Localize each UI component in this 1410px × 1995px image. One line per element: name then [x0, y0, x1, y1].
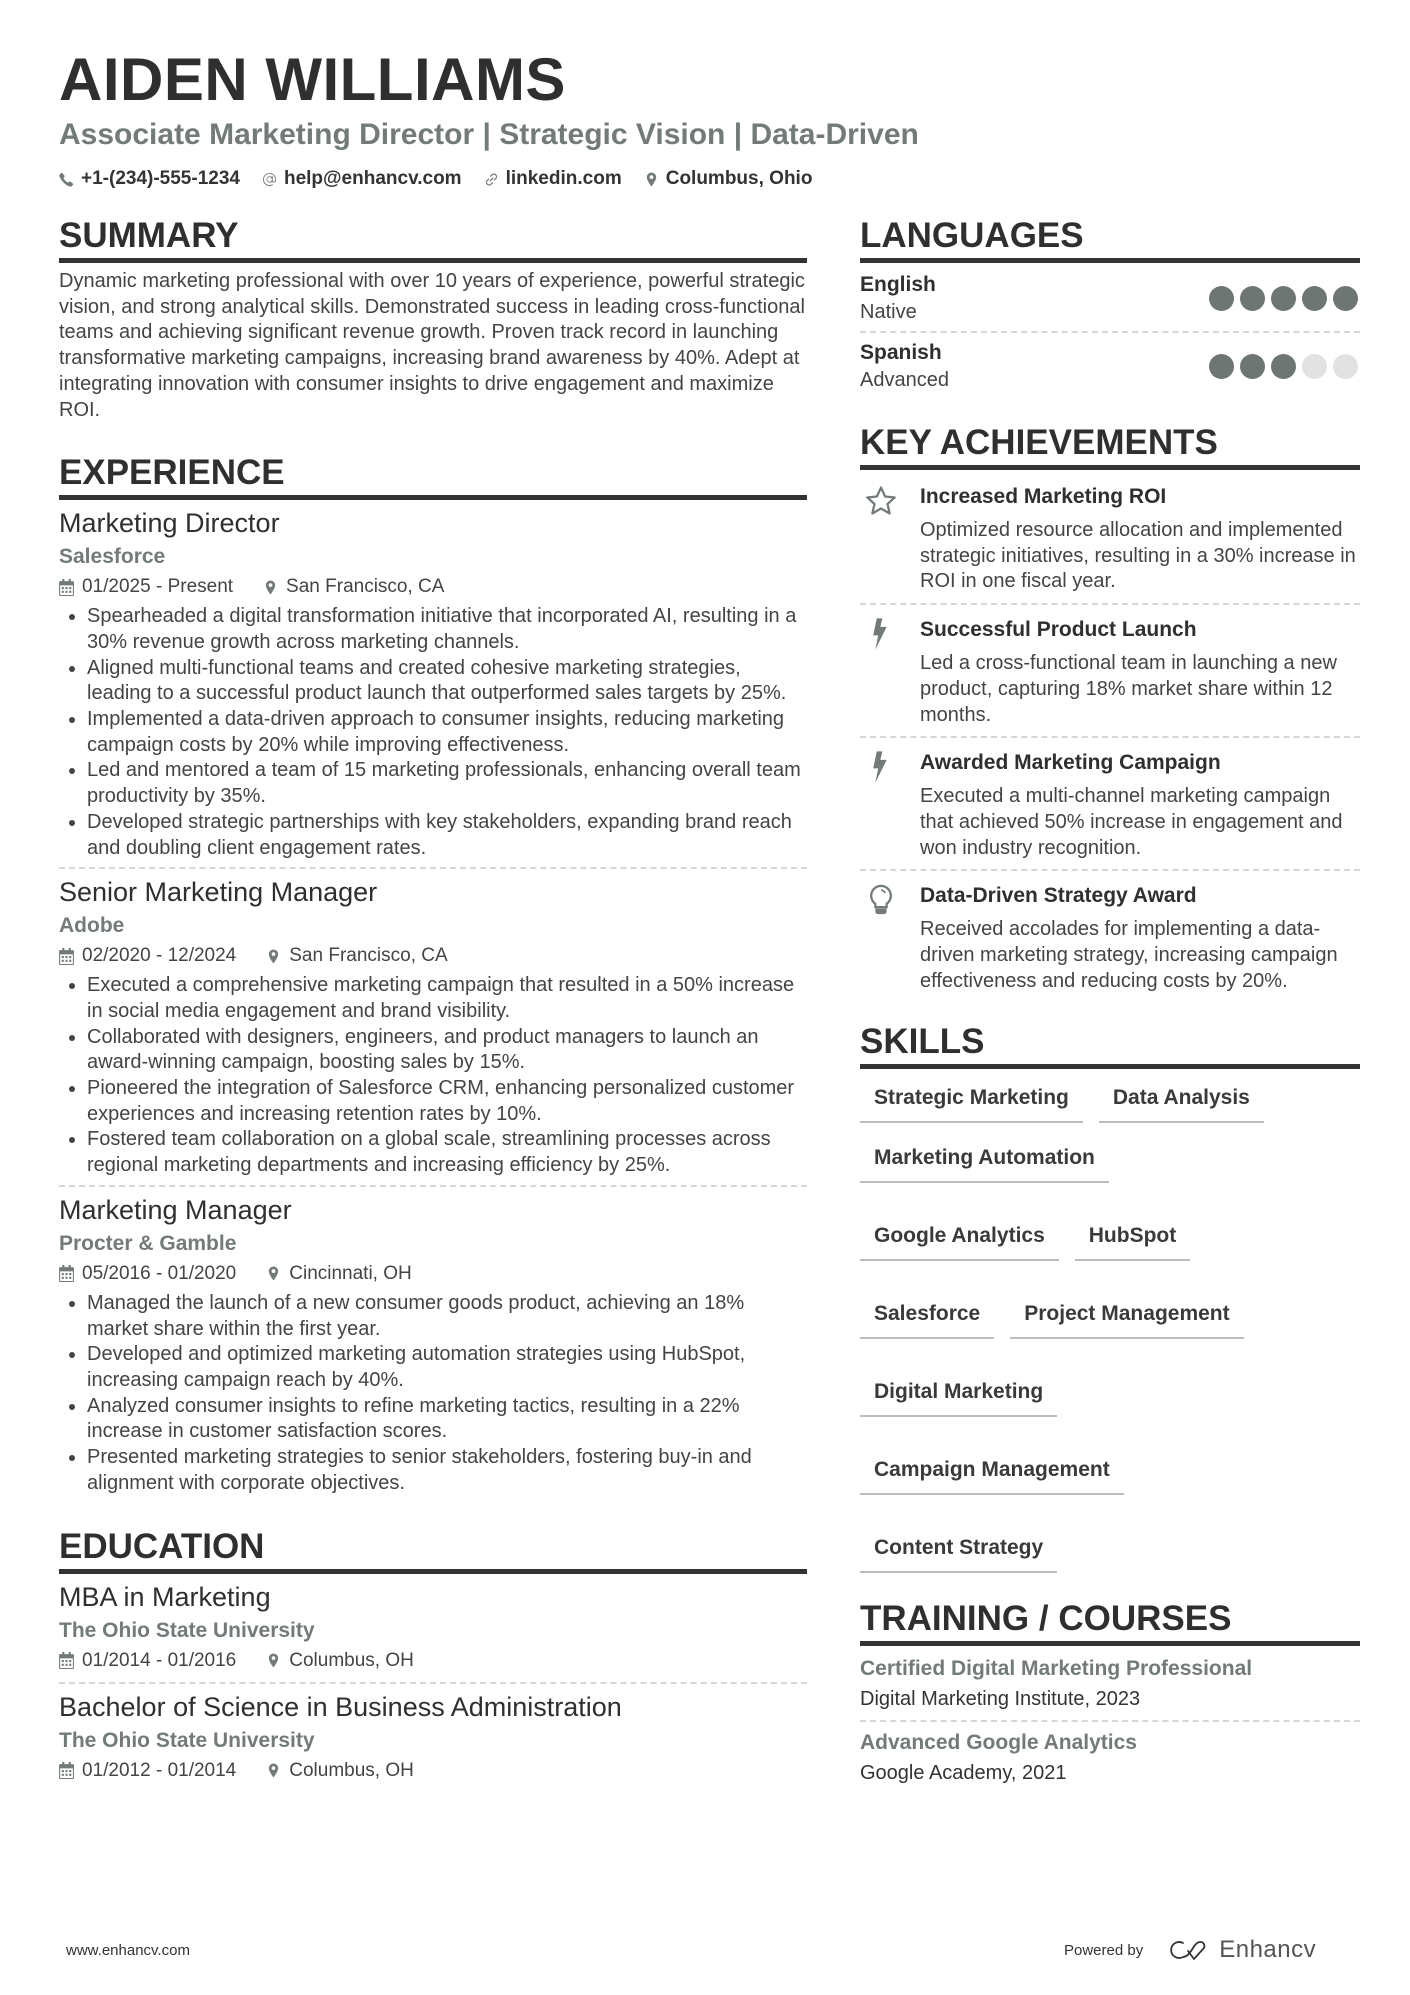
phone-icon [59, 172, 74, 187]
skills-heading: SKILLS [860, 1020, 1360, 1069]
language-item [860, 331, 1360, 399]
skill-tag: Salesforce [860, 1297, 994, 1339]
skill-tag: Content Strategy [860, 1531, 1057, 1573]
bullet-item: Analyzed consumer insights to refine marketing tactics, resulting in a 22% increase in customer satisfaction scores. [59, 1394, 807, 1445]
achievement-item [860, 869, 1360, 1002]
bullet-item: Executed a comprehensive marketing campaign that resulted in a 50% increase in social media engagement and brand visibility. [59, 973, 807, 1024]
experience-entry [59, 1185, 807, 1503]
experience-heading: EXPERIENCE [59, 451, 807, 500]
entry-location [266, 1646, 414, 1676]
language-level: Advanced [860, 369, 949, 391]
training-section [860, 1597, 1360, 1794]
location-pin-icon [266, 1762, 281, 1779]
footer-branding [1064, 1936, 1316, 1964]
candidate-name: AIDEN WILLIAMS [59, 46, 566, 113]
entry-location [266, 941, 447, 971]
entry-meta [59, 572, 807, 602]
rating-dot-empty [1302, 354, 1327, 379]
bullet-item: Developed and optimized marketing automation strategies using HubSpot, increasing campaign reach by 40%. [59, 1342, 807, 1393]
calendar-icon [59, 1265, 74, 1282]
achievement-bullets [59, 973, 807, 1179]
summary-section [59, 214, 807, 423]
skill-tag: Strategic Marketing [860, 1081, 1083, 1123]
entry-meta [59, 941, 807, 971]
education-heading: EDUCATION [59, 1525, 807, 1574]
location-pin-icon [266, 1652, 281, 1669]
location-pin-icon [266, 1265, 281, 1282]
skill-tag: Google Analytics [860, 1219, 1059, 1261]
lightning-bolt-icon [864, 617, 898, 651]
bullet-item: Pioneered the integration of Salesforce CRM, enhancing personalized customer experiences and increasing retention rates by 10%. [59, 1076, 807, 1127]
brand-name: Enhancv [1219, 1936, 1317, 1963]
entry-meta [59, 1259, 807, 1289]
lightning-bolt-icon [864, 750, 898, 784]
rating-dot-filled [1209, 354, 1234, 379]
star-icon [864, 484, 898, 518]
calendar-icon [59, 948, 74, 965]
achievement-description: Received accolades for implementing a data-driven marketing strategy, increasing campaign effectiveness and reducing costs by 20%. [920, 918, 1338, 992]
school-name: The Ohio State University [59, 1618, 315, 1642]
proficiency-rating [1209, 354, 1358, 379]
entry-dates-text: 01/2012 - 01/2014 [82, 1759, 237, 1781]
course-item [860, 1720, 1360, 1794]
link-icon [484, 172, 499, 187]
rating-dot-filled [1240, 354, 1265, 379]
entry-location [263, 572, 444, 602]
entry-dates [59, 1646, 236, 1676]
skills-section [860, 1020, 1360, 1573]
entry-location-text: Columbus, OH [289, 1649, 414, 1671]
course-title: Certified Digital Marketing Professional [860, 1657, 1253, 1681]
right-column [860, 214, 1360, 1794]
education-section [59, 1525, 807, 1792]
achievement-item [860, 476, 1360, 603]
entry-dates-text: 05/2016 - 01/2020 [82, 1262, 237, 1284]
skill-tag: Marketing Automation [860, 1141, 1109, 1183]
candidate-tagline: Associate Marketing Director | Strategic Vision | Data-Driven [59, 118, 919, 151]
contact-location [644, 168, 813, 190]
proficiency-rating [1209, 286, 1358, 311]
language-level: Native [860, 301, 917, 323]
bullet-item: Fostered team collaboration on a global scale, streamlining processes across regional marketing departments and increasing efficiency by 25%. [59, 1127, 807, 1178]
location-pin-icon [266, 948, 281, 965]
course-provider: Google Academy, 2021 [860, 1762, 1067, 1785]
contact-bar [59, 168, 1359, 190]
rating-dot-filled [1271, 286, 1296, 311]
rating-dot-filled [1240, 286, 1265, 311]
bullet-item: Collaborated with designers, engineers, and product managers to launch an award-winning campaign, boosting sales by 15%. [59, 1025, 807, 1076]
footer-website-link[interactable]: www.enhancv.com [66, 1942, 190, 1959]
contact-phone-text: +1-(234)-555-1234 [81, 168, 240, 189]
skill-tag: Project Management [1010, 1297, 1243, 1339]
rating-dot-filled [1271, 354, 1296, 379]
language-name: Spanish [860, 341, 942, 364]
resume-header [59, 44, 1359, 190]
achievements-section [860, 421, 1360, 1002]
rating-dot-filled [1209, 286, 1234, 311]
skill-tag: Data Analysis [1099, 1081, 1264, 1123]
achievement-title: Awarded Marketing Campaign [920, 751, 1221, 775]
education-entry [59, 1580, 807, 1682]
bullet-item: Managed the launch of a new consumer goods product, achieving an 18% market share within the first year. [59, 1291, 807, 1342]
languages-heading: LANGUAGES [860, 214, 1360, 263]
bullet-item: Developed strategic partnerships with key stakeholders, expanding brand reach and doubling client engagement rates. [59, 810, 807, 861]
lightbulb-icon [864, 883, 898, 917]
course-item [860, 1652, 1360, 1720]
company-name: Adobe [59, 914, 125, 938]
location-pin-icon [644, 172, 659, 187]
enhancv-logo-icon [1167, 1938, 1211, 1962]
entry-dates [59, 1756, 236, 1786]
course-provider: Digital Marketing Institute, 2023 [860, 1688, 1141, 1711]
experience-section [59, 451, 807, 1502]
company-name: Salesforce [59, 545, 166, 569]
training-heading: TRAINING / COURSES [860, 1597, 1360, 1646]
summary-text: Dynamic marketing professional with over 10 years of experience, powerful strategic vision, and strong analytical skills. Demonstrated success in leading cross-functional teams and achieving significant revenue growth. Proven track record in launching transformative marketing campaigns, increasing brand awareness by 40%. Adept at integrating innovation with consumer insights to drive engagement and maximize ROI. [59, 270, 805, 421]
contact-location-text: Columbus, Ohio [665, 168, 813, 189]
at-icon [262, 172, 277, 187]
skill-tag: Campaign Management [860, 1453, 1124, 1495]
achievements-heading: KEY ACHIEVEMENTS [860, 421, 1360, 470]
job-title: Senior Marketing Manager [59, 877, 378, 908]
bullet-item: Spearheaded a digital transformation initiative that incorporated AI, resulting in a 30% revenue growth across marketing channels. [59, 604, 807, 655]
entry-dates [59, 941, 236, 971]
entry-meta [59, 1756, 807, 1786]
achievement-bullets [59, 604, 807, 861]
skill-tag: HubSpot [1075, 1219, 1190, 1261]
rating-dot-filled [1333, 286, 1358, 311]
degree-title: MBA in Marketing [59, 1581, 271, 1612]
entry-location-text: Cincinnati, OH [289, 1262, 412, 1284]
contact-phone[interactable] [59, 168, 240, 190]
rating-dot-empty [1333, 354, 1358, 379]
entry-location-text: San Francisco, CA [289, 945, 448, 967]
left-column [59, 214, 807, 1792]
enhancv-logo[interactable] [1167, 1936, 1316, 1964]
job-title: Marketing Director [59, 508, 280, 539]
calendar-icon [59, 579, 74, 596]
achievement-title: Increased Marketing ROI [920, 485, 1167, 508]
achievement-title: Successful Product Launch [920, 618, 1197, 642]
location-pin-icon [263, 579, 278, 596]
bullet-item: Led and mentored a team of 15 marketing professionals, enhancing overall team productivity by 35%. [59, 758, 807, 809]
skills-list [860, 1075, 1360, 1573]
calendar-icon [59, 1762, 74, 1779]
bullet-item: Aligned multi-functional teams and created cohesive marketing strategies, leading to a successful product launch that outperformed sales targets by 25%. [59, 656, 807, 707]
entry-location-text: Columbus, OH [289, 1759, 414, 1781]
summary-heading: SUMMARY [59, 214, 807, 263]
achievement-description: Optimized resource allocation and implemented strategic initiatives, resulting in a 30% increase in ROI in one fiscal year. [920, 519, 1356, 593]
achievement-item [860, 736, 1360, 869]
bullet-item: Implemented a data-driven approach to consumer insights, reducing marketing campaign costs by 20% while improving effectiveness. [59, 707, 807, 758]
education-entry [59, 1682, 807, 1792]
bullet-item: Presented marketing strategies to senior stakeholders, fostering buy-in and alignment with corporate objectives. [59, 1445, 807, 1496]
contact-email-text: help@enhancv.com [283, 168, 462, 189]
experience-entry [59, 506, 807, 867]
entry-location [266, 1259, 412, 1289]
contact-linkedin[interactable] [484, 168, 622, 190]
job-title: Marketing Manager [59, 1194, 292, 1225]
rating-dot-filled [1302, 286, 1327, 311]
powered-by-label: Powered by [1064, 1941, 1144, 1959]
entry-location [266, 1756, 414, 1786]
degree-title: Bachelor of Science in Business Administration [59, 1691, 622, 1722]
achievement-description: Executed a multi-channel marketing campaign that achieved 50% increase in engagement and won industry recognition. [920, 785, 1343, 859]
entry-dates [59, 1259, 236, 1289]
contact-email[interactable] [262, 168, 462, 190]
entry-location-text: San Francisco, CA [286, 576, 445, 598]
skill-tag: Digital Marketing [860, 1375, 1057, 1417]
language-name: English [860, 273, 936, 296]
achievement-item [860, 603, 1360, 736]
entry-dates-text: 01/2014 - 01/2016 [82, 1649, 237, 1671]
language-item [860, 269, 1360, 331]
contact-linkedin-text: linkedin.com [505, 168, 622, 189]
achievement-bullets [59, 1291, 807, 1497]
experience-entry [59, 867, 807, 1185]
entry-meta [59, 1646, 807, 1676]
languages-section [860, 214, 1360, 399]
entry-dates [59, 572, 233, 602]
school-name: The Ohio State University [59, 1728, 315, 1752]
achievement-title: Data-Driven Strategy Award [920, 884, 1197, 908]
entry-dates-text: 02/2020 - 12/2024 [82, 945, 237, 967]
company-name: Procter & Gamble [59, 1231, 237, 1255]
calendar-icon [59, 1652, 74, 1669]
achievement-description: Led a cross-functional team in launching a new product, capturing 18% market share within 12 months. [920, 652, 1337, 726]
entry-dates-text: 01/2025 - Present [82, 576, 234, 598]
course-title: Advanced Google Analytics [860, 1731, 1137, 1755]
